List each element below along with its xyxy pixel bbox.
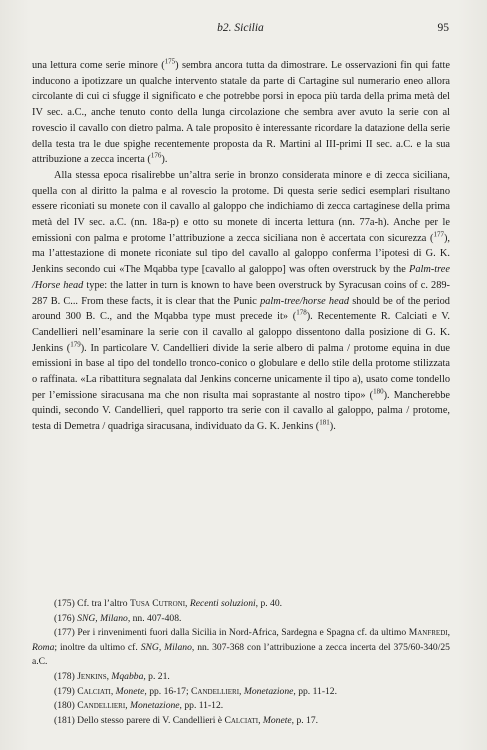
text-run: Alla stessa epoca risalirebbe un’altra serie in bronzo considerata minore e di zecca siciliana, quella con al diritto la palma e al rovescio la protome. Di questa serie sedici esemplari risultano essere riconiati su monete con il cavallo al galoppo che indichiamo di zecca cartaginese della prima metà del IV sec. a.C. (nn. 18a-p) e otto su monete di incerta lettura (nn. 77a-h). Anche per le emissioni con palma e protome l’attribuzione a zecca siciliana non è accertata con sicurezza ( xyxy=(32,169,450,244)
text-run: (180) xyxy=(54,700,78,712)
text-run: (178) xyxy=(54,670,78,682)
italic-text: SNG, Milano xyxy=(77,612,128,624)
text-run: (175) Cf. tra l’altro xyxy=(54,598,130,609)
italic-text: Monete xyxy=(115,685,145,697)
italic-text: Mqabba xyxy=(111,670,144,682)
text-run: , xyxy=(258,714,263,726)
text-run: , p. 21. xyxy=(143,670,170,682)
footnotes xyxy=(32,597,450,728)
italic-text: SNG, Milano xyxy=(140,641,192,653)
text-run: ) sembra ancora tutta da dimostrare. Le osservazioni fin qui fatte inducono a ipotizzare un qualche intervento statale da parte di Cartagine sul numerario eneo allora circolante di cui ci sfugge il significato e che potrebbe porsi in epoca più tarda della prima metà del IV sec. a.C., anche tenuto conto della lunga circolazione che sembra aver avuto la serie con al rovescio il cavallo con dietro palma. A tale proposito è interessante ricordare la datazione della serie della testa tra le due spighe recentemente proposta da R. Martini al III-primi II sec. a.C. e la sua attribuzione a zecca incerta ( xyxy=(32,60,450,166)
footnote xyxy=(32,699,450,714)
italic-text: Monetazione xyxy=(243,685,294,697)
author-name: Jenkins xyxy=(77,670,107,682)
italic-text: Monete xyxy=(262,714,292,726)
text-run: ), ma l’attestazione di monete riconiate sul tipo del cavallo al galoppo conferma l’ipotesi di G. K. Jenkins secondo cui «The Mqabba type [cavallo al galoppo] was often overstruck by the xyxy=(32,232,450,276)
footnote-ref: 176 xyxy=(150,151,162,160)
italic-text: Palm-tree /Horse head xyxy=(32,264,450,291)
text-run: ). Recentemente R. Calciati e V. Candellieri nell’esaminare la serie con il cavallo al galoppo dissentono dalla posizione di G. K. Jenkins ( xyxy=(32,311,450,354)
author-name: Candellieri xyxy=(77,700,126,712)
footnote xyxy=(32,612,450,627)
italic-text: Monetazione xyxy=(129,700,180,712)
text-run: , nn. 407-408. xyxy=(127,612,182,624)
text-run: (179) xyxy=(54,685,78,697)
text-run: una lettura come serie minore ( xyxy=(32,60,165,71)
text-run: , xyxy=(185,598,190,609)
footnote xyxy=(32,670,450,685)
text-run: (181) Dello stesso parere di V. Candellieri è xyxy=(54,714,225,726)
text-run: ; inoltre da ultimo cf. xyxy=(54,641,141,653)
text-run: , xyxy=(106,670,112,682)
paragraph xyxy=(32,58,450,168)
text-run: type: the latter in turn is known to have been overstruck by Syracusan coins of c. 289-287 B. C... From these facts, it is clear that the Punic xyxy=(32,279,450,307)
footnote-ref: 180 xyxy=(373,387,384,396)
footnote-ref: 178 xyxy=(296,308,307,317)
text-run: , pp. 11-12. xyxy=(293,685,338,697)
text-run: ). xyxy=(161,154,168,166)
author-name: Tusa Cutroni xyxy=(129,598,186,609)
footnote xyxy=(32,597,450,612)
italic-text: Roma xyxy=(32,641,55,653)
footnote-ref: 179 xyxy=(70,340,81,349)
text-run: , xyxy=(125,700,130,712)
text-run: , pp. 16-17; xyxy=(144,685,192,697)
running-title: b2. Sicilia xyxy=(217,22,264,34)
text-run: (177) Per i rinvenimenti fuori dalla Sicilia in Nord-Africa, Sardegna e Spagna cf. da ultimo xyxy=(54,627,409,639)
text-run: , nn. 307-368 con l’attribuzione a zecca incerta del 375/60-340/25 a.C. xyxy=(32,641,450,668)
text-run: (176) xyxy=(54,612,78,624)
footnote xyxy=(32,685,450,700)
footnote-ref: 175 xyxy=(164,57,176,66)
text-run: ). In particolare V. Candellieri divide la serie albero di palma / protome equina in due emissioni in base al tipo del tondello tronco-conico o globulare e dello stile della protome stilizzata o raffinata. «La ribattitura segnalata dal Jenkins concerne unicamente il tipo a), usato come tondello per l’emissione siracusana ma che non risulta mai soprastante al nostro tipo» ( xyxy=(32,342,450,401)
paragraph xyxy=(32,168,450,435)
text-run: should be of the period around 300 B. C., and the Mqabba type must precede it» ( xyxy=(32,295,450,323)
author-name: Candellieri xyxy=(191,685,240,697)
text-run: , p. 17. xyxy=(291,714,319,726)
text-run: ). xyxy=(329,421,336,433)
author-name: Calciati xyxy=(224,714,259,726)
author-name: Manfredi xyxy=(408,627,448,639)
text-run: , xyxy=(110,685,116,697)
italic-text: Recenti soluzioni xyxy=(189,598,256,609)
text-run: ). Mancherebbe quindi, secondo V. Candellieri, quel rapporto tra serie con il cavallo al galoppo, palma / protome, testa di Demetra / quadriga siracusana, individuato da G. K. Jenkins ( xyxy=(32,389,450,433)
page-number: 95 xyxy=(437,22,449,34)
text-run: , xyxy=(239,685,244,697)
text-run: , pp. 11-12. xyxy=(179,700,224,712)
footnote-ref: 181 xyxy=(319,418,330,427)
main-text xyxy=(32,58,450,435)
footnote xyxy=(32,626,450,670)
text-run: , xyxy=(447,627,450,639)
footnote xyxy=(32,714,450,729)
text-run: , p. 40. xyxy=(255,598,283,609)
author-name: Calciati xyxy=(77,685,111,697)
running-header xyxy=(32,22,449,38)
italic-text: palm-tree/horse head xyxy=(260,295,350,307)
footnote-ref: 177 xyxy=(433,230,444,239)
